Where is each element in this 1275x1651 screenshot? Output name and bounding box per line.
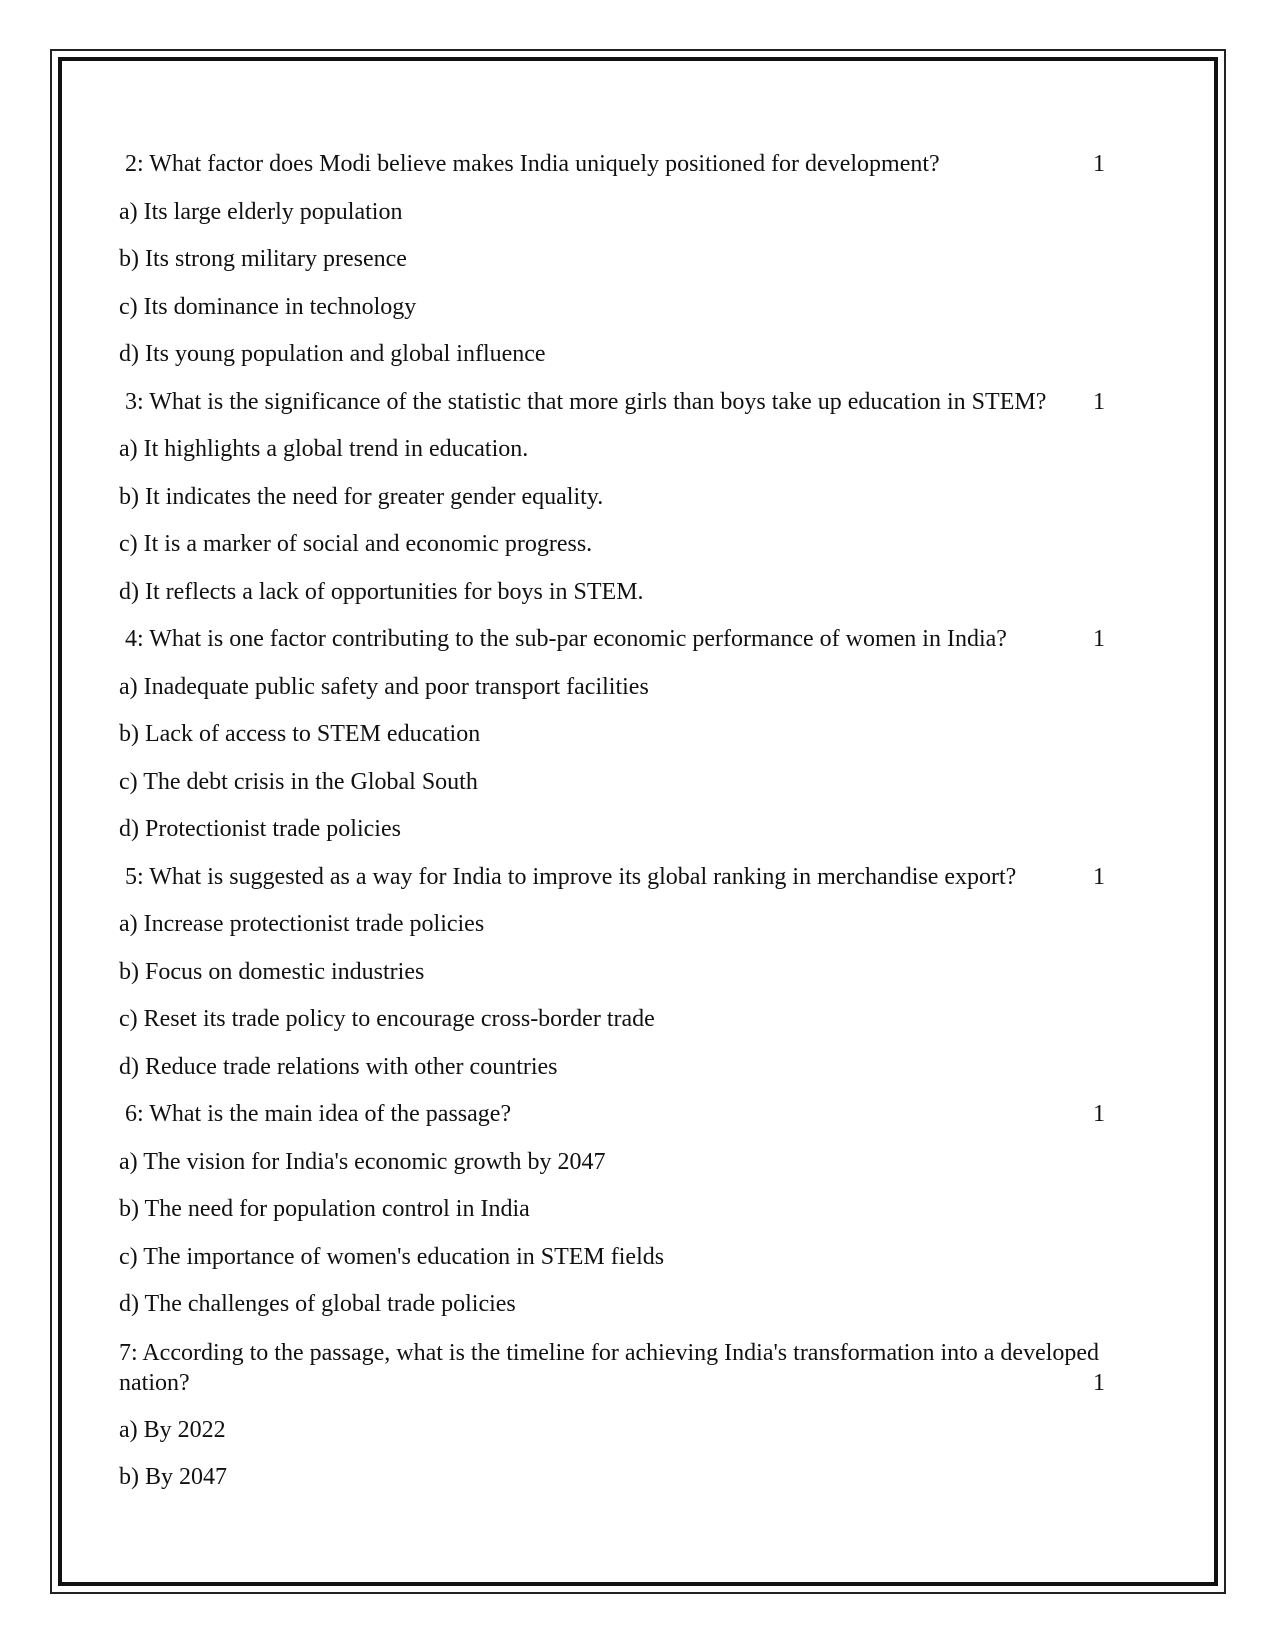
option: a) Increase protectionist trade policies: [119, 911, 485, 937]
option: b) It indicates the need for greater gender equality.: [119, 483, 604, 510]
option: b) The need for population control in India: [119, 1196, 530, 1222]
option: a) The vision for India's economic growth by 2047: [119, 1148, 606, 1175]
option: c) The debt crisis in the Global South: [119, 768, 478, 795]
question-text: 4: What is one factor contributing to the sub-par economic performance of women in India?: [125, 626, 1007, 652]
option: a) By 2022: [119, 1416, 226, 1443]
question-list: [119, 150, 1119, 1511]
option: b) Focus on domestic industries: [119, 958, 425, 985]
option: a) It highlights a global trend in education.: [119, 436, 529, 462]
option: b) By 2047: [119, 1464, 227, 1490]
question-marks: 1: [1093, 1369, 1105, 1396]
option: d) Protectionist trade policies: [119, 816, 401, 842]
question-7: [119, 1338, 1119, 1398]
question-4: [119, 625, 1119, 654]
question-6: [119, 1100, 1119, 1129]
option: a) Its large elderly population: [119, 198, 403, 225]
question-marks: 1: [1093, 151, 1105, 177]
option: c) Its dominance in technology: [119, 293, 417, 320]
question-2: [119, 150, 1119, 179]
question-marks: 1: [1093, 626, 1105, 652]
question-marks: 1: [1093, 388, 1105, 415]
question-3: [119, 388, 1119, 417]
question-5: [119, 863, 1119, 892]
question-text-line-1: 7: According to the passage, what is the timeline for achieving India's transformation into a developed: [119, 1339, 1100, 1366]
question-text: 5: What is suggested as a way for India to improve its global ranking in merchandise export?: [125, 863, 1017, 890]
option: a) Inadequate public safety and poor transport facilities: [119, 673, 649, 700]
option: d) Reduce trade relations with other countries: [119, 1053, 558, 1080]
option: b) Its strong military presence: [119, 246, 407, 272]
question-text: 6: What is the main idea of the passage?: [125, 1101, 512, 1127]
option: c) The importance of women's education in STEM fields: [119, 1243, 665, 1270]
option: d) Its young population and global influence: [119, 341, 546, 367]
question-text: 3: What is the significance of the statistic that more girls than boys take up education in STEM?: [125, 388, 1047, 415]
option: c) Reset its trade policy to encourage cross-border trade: [119, 1006, 655, 1032]
option: b) Lack of access to STEM education: [119, 721, 481, 747]
option: c) It is a marker of social and economic progress.: [119, 531, 593, 557]
question-text: 2: What factor does Modi believe makes India uniquely positioned for development?: [125, 151, 940, 177]
question-text-line-2: nation?: [119, 1369, 190, 1396]
option: d) It reflects a lack of opportunities for boys in STEM.: [119, 578, 644, 605]
option: d) The challenges of global trade policies: [119, 1291, 516, 1317]
question-marks: 1: [1093, 1101, 1105, 1127]
question-marks: 1: [1093, 863, 1105, 890]
